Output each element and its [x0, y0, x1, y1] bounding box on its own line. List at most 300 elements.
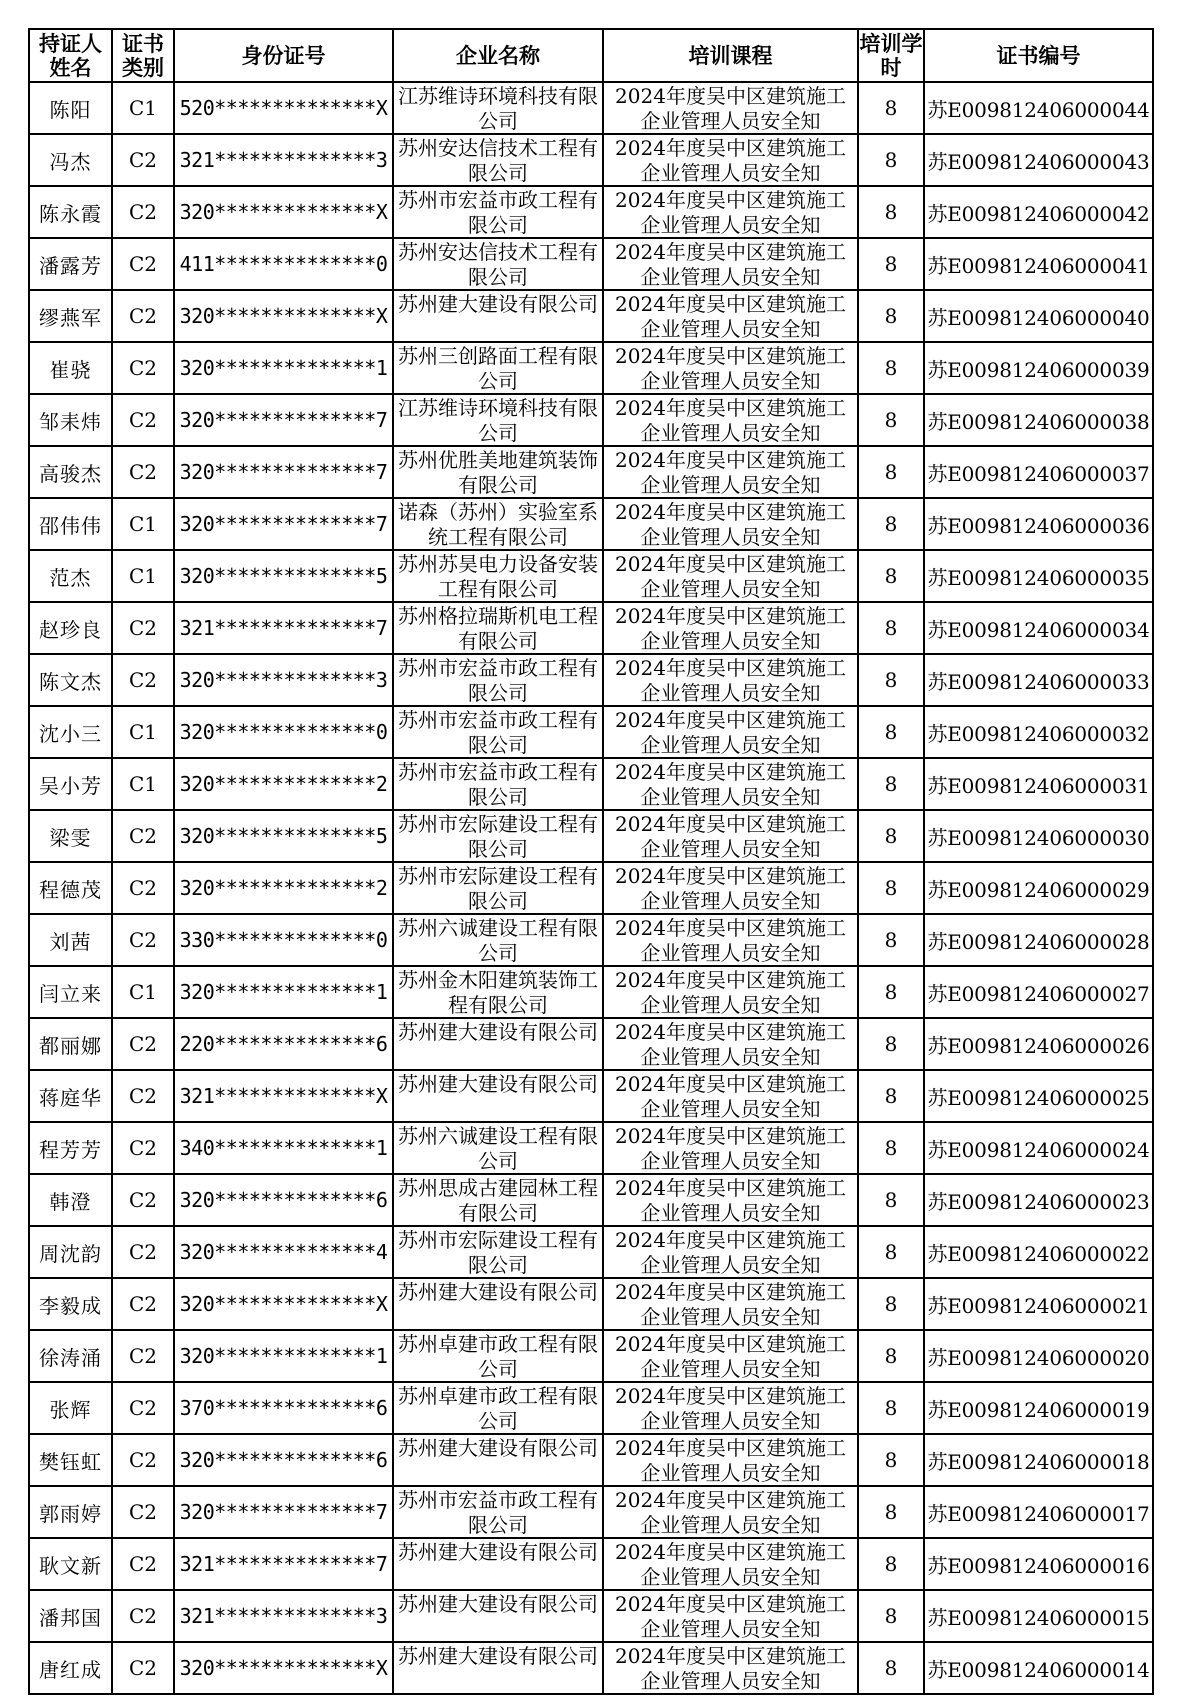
id-number-cell: 320**************7 — [174, 1486, 393, 1538]
table-row — [29, 134, 1153, 186]
company-cell-text: 苏州市宏益市政工程有限公司 — [398, 708, 598, 757]
course-cell-text: 2024年度吴中区建筑施工企业管理人员安全知 — [615, 864, 846, 913]
company-cell — [393, 1538, 603, 1590]
company-cell — [393, 914, 603, 966]
course-cell — [603, 1122, 858, 1174]
cert-type-cell: C2 — [112, 1538, 174, 1590]
holder-name-cell: 郭雨婷 — [29, 1486, 112, 1538]
course-cell — [603, 758, 858, 810]
cert-number-cell: 苏E009812406000014 — [924, 1642, 1153, 1694]
holder-name-cell: 潘露芳 — [29, 238, 112, 290]
holder-name-cell: 吴小芳 — [29, 758, 112, 810]
id-number-cell: 320**************1 — [174, 966, 393, 1018]
holder-name-cell: 崔骁 — [29, 342, 112, 394]
hours-cell: 8 — [858, 550, 924, 602]
course-cell-text: 2024年度吴中区建筑施工企业管理人员安全知 — [615, 1540, 846, 1589]
cert-number-cell: 苏E009812406000040 — [924, 290, 1153, 342]
company-cell-text: 苏州苏昊电力设备安装工程有限公司 — [398, 552, 598, 601]
course-cell-text: 2024年度吴中区建筑施工企业管理人员安全知 — [615, 1644, 846, 1693]
company-cell-text: 苏州市宏际建设工程有限公司 — [398, 812, 598, 861]
hours-cell: 8 — [858, 1486, 924, 1538]
id-number-cell: 321**************3 — [174, 134, 393, 186]
company-cell-text: 苏州市宏益市政工程有限公司 — [398, 1488, 598, 1537]
course-cell-text: 2024年度吴中区建筑施工企业管理人员安全知 — [615, 1176, 846, 1225]
cert-number-cell: 苏E009812406000031 — [924, 758, 1153, 810]
company-cell — [393, 862, 603, 914]
hours-cell: 8 — [858, 706, 924, 758]
holder-name-cell: 张辉 — [29, 1382, 112, 1434]
company-cell-text: 苏州三创路面工程有限公司 — [398, 344, 598, 393]
cert-type-cell: C2 — [112, 1018, 174, 1070]
holder-name-cell: 邵伟伟 — [29, 498, 112, 550]
course-cell — [603, 550, 858, 602]
course-cell-text: 2024年度吴中区建筑施工企业管理人员安全知 — [615, 708, 846, 757]
cert-type-cell: C2 — [112, 394, 174, 446]
table-row — [29, 602, 1153, 654]
course-cell — [603, 1174, 858, 1226]
cert-type-cell: C2 — [112, 186, 174, 238]
hours-cell: 8 — [858, 498, 924, 550]
id-number-cell: 520**************X — [174, 82, 393, 134]
id-number-cell: 320**************7 — [174, 446, 393, 498]
table-row — [29, 1122, 1153, 1174]
course-cell-text: 2024年度吴中区建筑施工企业管理人员安全知 — [615, 136, 846, 185]
holder-name-cell: 赵珍良 — [29, 602, 112, 654]
id-number-cell: 321**************X — [174, 1070, 393, 1122]
course-cell-text: 2024年度吴中区建筑施工企业管理人员安全知 — [615, 396, 846, 445]
holder-name-cell: 高骏杰 — [29, 446, 112, 498]
hours-cell: 8 — [858, 394, 924, 446]
id-number-cell: 330**************0 — [174, 914, 393, 966]
cert-number-cell: 苏E009812406000026 — [924, 1018, 1153, 1070]
header-company: 企业名称 — [393, 29, 603, 82]
holder-name-cell: 沈小三 — [29, 706, 112, 758]
cert-type-cell: C2 — [112, 1434, 174, 1486]
cert-type-cell: C2 — [112, 1330, 174, 1382]
company-cell — [393, 498, 603, 550]
holder-name-cell: 范杰 — [29, 550, 112, 602]
id-number-cell: 321**************7 — [174, 1538, 393, 1590]
id-number-cell: 320**************2 — [174, 758, 393, 810]
holder-name-cell: 程芳芳 — [29, 1122, 112, 1174]
cert-type-cell: C2 — [112, 1642, 174, 1694]
hours-cell: 8 — [858, 914, 924, 966]
id-number-cell: 320**************1 — [174, 342, 393, 394]
header-cert-number: 证书编号 — [924, 29, 1153, 82]
course-cell — [603, 1330, 858, 1382]
holder-name-cell: 冯杰 — [29, 134, 112, 186]
table-row — [29, 1330, 1153, 1382]
id-number-cell: 320**************2 — [174, 862, 393, 914]
course-cell — [603, 1070, 858, 1122]
table-row — [29, 1642, 1153, 1694]
cert-number-cell: 苏E009812406000019 — [924, 1382, 1153, 1434]
table-row — [29, 82, 1153, 134]
course-cell-text: 2024年度吴中区建筑施工企业管理人员安全知 — [615, 1124, 846, 1173]
cert-type-cell: C2 — [112, 290, 174, 342]
holder-name-cell: 陈阳 — [29, 82, 112, 134]
hours-cell: 8 — [858, 238, 924, 290]
cert-number-cell: 苏E009812406000023 — [924, 1174, 1153, 1226]
course-cell-text: 2024年度吴中区建筑施工企业管理人员安全知 — [615, 500, 846, 549]
table-row — [29, 862, 1153, 914]
header-hours: 培训学时 — [858, 29, 924, 82]
company-cell-text: 江苏维诗环境科技有限公司 — [398, 396, 598, 445]
holder-name-cell: 陈永霞 — [29, 186, 112, 238]
cert-type-cell: C2 — [112, 134, 174, 186]
table-row — [29, 758, 1153, 810]
company-cell — [393, 966, 603, 1018]
cert-type-cell: C2 — [112, 342, 174, 394]
company-cell-text: 苏州建大建设有限公司 — [398, 1072, 598, 1096]
table-row — [29, 186, 1153, 238]
table-body — [29, 82, 1153, 1694]
company-cell-text: 苏州安达信技术工程有限公司 — [398, 240, 598, 289]
table-row — [29, 238, 1153, 290]
company-cell — [393, 186, 603, 238]
id-number-cell: 320**************X — [174, 1642, 393, 1694]
holder-name-cell: 闫立来 — [29, 966, 112, 1018]
company-cell-text: 苏州思成古建园林工程有限公司 — [398, 1176, 598, 1225]
course-cell-text: 2024年度吴中区建筑施工企业管理人员安全知 — [615, 968, 846, 1017]
company-cell — [393, 342, 603, 394]
cert-type-cell: C1 — [112, 966, 174, 1018]
table-row — [29, 1174, 1153, 1226]
hours-cell: 8 — [858, 1330, 924, 1382]
company-cell-text: 苏州建大建设有限公司 — [398, 1644, 598, 1668]
cert-type-cell: C2 — [112, 1278, 174, 1330]
company-cell — [393, 1226, 603, 1278]
company-cell — [393, 706, 603, 758]
course-cell — [603, 290, 858, 342]
course-cell — [603, 602, 858, 654]
company-cell-text: 苏州市宏际建设工程有限公司 — [398, 864, 598, 913]
course-cell — [603, 1226, 858, 1278]
cert-number-cell: 苏E009812406000036 — [924, 498, 1153, 550]
company-cell-text: 苏州卓建市政工程有限公司 — [398, 1384, 598, 1433]
course-cell-text: 2024年度吴中区建筑施工企业管理人员安全知 — [615, 916, 846, 965]
course-cell-text: 2024年度吴中区建筑施工企业管理人员安全知 — [615, 448, 846, 497]
course-cell-text: 2024年度吴中区建筑施工企业管理人员安全知 — [615, 1384, 846, 1433]
course-cell-text: 2024年度吴中区建筑施工企业管理人员安全知 — [615, 84, 846, 133]
company-cell-text: 苏州六诚建设工程有限公司 — [398, 916, 598, 965]
company-cell-text: 苏州建大建设有限公司 — [398, 1540, 598, 1564]
table-row — [29, 1018, 1153, 1070]
course-cell — [603, 134, 858, 186]
course-cell — [603, 1642, 858, 1694]
cert-number-cell: 苏E009812406000038 — [924, 394, 1153, 446]
cert-type-cell: C2 — [112, 1382, 174, 1434]
id-number-cell: 220**************6 — [174, 1018, 393, 1070]
course-cell — [603, 654, 858, 706]
hours-cell: 8 — [858, 654, 924, 706]
course-cell-text: 2024年度吴中区建筑施工企业管理人员安全知 — [615, 1488, 846, 1537]
hours-cell: 8 — [858, 342, 924, 394]
header-cert-type: 证书类别 — [112, 29, 174, 82]
table-row — [29, 914, 1153, 966]
cert-number-cell: 苏E009812406000028 — [924, 914, 1153, 966]
company-cell — [393, 654, 603, 706]
holder-name-cell: 周沈韵 — [29, 1226, 112, 1278]
holder-name-cell: 蒋庭华 — [29, 1070, 112, 1122]
company-cell-text: 苏州建大建设有限公司 — [398, 292, 598, 316]
company-cell — [393, 1070, 603, 1122]
company-cell — [393, 238, 603, 290]
hours-cell: 8 — [858, 862, 924, 914]
company-cell-text: 苏州市宏益市政工程有限公司 — [398, 188, 598, 237]
cert-number-cell: 苏E009812406000017 — [924, 1486, 1153, 1538]
course-cell-text: 2024年度吴中区建筑施工企业管理人员安全知 — [615, 1020, 846, 1069]
holder-name-cell: 都丽娜 — [29, 1018, 112, 1070]
company-cell-text: 苏州建大建设有限公司 — [398, 1020, 598, 1044]
id-number-cell: 411**************0 — [174, 238, 393, 290]
hours-cell: 8 — [858, 1122, 924, 1174]
holder-name-cell: 李毅成 — [29, 1278, 112, 1330]
holder-name-cell: 邹耒炜 — [29, 394, 112, 446]
course-cell-text: 2024年度吴中区建筑施工企业管理人员安全知 — [615, 760, 846, 809]
course-cell — [603, 82, 858, 134]
holder-name-cell: 潘邦国 — [29, 1590, 112, 1642]
cert-type-cell: C2 — [112, 1590, 174, 1642]
table-row — [29, 1486, 1153, 1538]
cert-number-cell: 苏E009812406000042 — [924, 186, 1153, 238]
course-cell — [603, 966, 858, 1018]
course-cell — [603, 1486, 858, 1538]
header-holder-name: 持证人姓名 — [29, 29, 112, 82]
cert-type-cell: C2 — [112, 1070, 174, 1122]
cert-number-cell: 苏E009812406000029 — [924, 862, 1153, 914]
hours-cell: 8 — [858, 1382, 924, 1434]
company-cell-text: 苏州优胜美地建筑装饰有限公司 — [398, 448, 598, 497]
table-row — [29, 1226, 1153, 1278]
cert-number-cell: 苏E009812406000037 — [924, 446, 1153, 498]
company-cell-text: 苏州建大建设有限公司 — [398, 1436, 598, 1460]
cert-type-cell: C1 — [112, 758, 174, 810]
cert-type-cell: C2 — [112, 810, 174, 862]
company-cell-text: 苏州六诚建设工程有限公司 — [398, 1124, 598, 1173]
cert-number-cell: 苏E009812406000015 — [924, 1590, 1153, 1642]
company-cell — [393, 394, 603, 446]
course-cell — [603, 446, 858, 498]
cert-number-cell: 苏E009812406000030 — [924, 810, 1153, 862]
hours-cell: 8 — [858, 966, 924, 1018]
company-cell — [393, 602, 603, 654]
hours-cell: 8 — [858, 186, 924, 238]
id-number-cell: 320**************7 — [174, 394, 393, 446]
company-cell-text: 苏州市宏际建设工程有限公司 — [398, 1228, 598, 1277]
header-id-number: 身份证号 — [174, 29, 393, 82]
table-row — [29, 290, 1153, 342]
id-number-cell: 320**************X — [174, 1278, 393, 1330]
course-cell — [603, 1278, 858, 1330]
course-cell-text: 2024年度吴中区建筑施工企业管理人员安全知 — [615, 812, 846, 861]
holder-name-cell: 耿文新 — [29, 1538, 112, 1590]
company-cell — [393, 134, 603, 186]
course-cell — [603, 706, 858, 758]
course-cell-text: 2024年度吴中区建筑施工企业管理人员安全知 — [615, 292, 846, 341]
course-cell — [603, 342, 858, 394]
company-cell — [393, 1330, 603, 1382]
table-row — [29, 498, 1153, 550]
course-cell-text: 2024年度吴中区建筑施工企业管理人员安全知 — [615, 1228, 846, 1277]
cert-number-cell: 苏E009812406000024 — [924, 1122, 1153, 1174]
course-cell-text: 2024年度吴中区建筑施工企业管理人员安全知 — [615, 1592, 846, 1641]
course-cell — [603, 862, 858, 914]
id-number-cell: 320**************7 — [174, 498, 393, 550]
company-cell — [393, 1434, 603, 1486]
cert-number-cell: 苏E009812406000033 — [924, 654, 1153, 706]
table-row — [29, 1434, 1153, 1486]
id-number-cell: 321**************3 — [174, 1590, 393, 1642]
company-cell — [393, 1174, 603, 1226]
cert-type-cell: C1 — [112, 498, 174, 550]
cert-number-cell: 苏E009812406000018 — [924, 1434, 1153, 1486]
table-row — [29, 1070, 1153, 1122]
hours-cell: 8 — [858, 134, 924, 186]
holder-name-cell: 梁雯 — [29, 810, 112, 862]
course-cell — [603, 1590, 858, 1642]
course-cell — [603, 810, 858, 862]
table-row — [29, 342, 1153, 394]
cert-number-cell: 苏E009812406000034 — [924, 602, 1153, 654]
cert-type-cell: C2 — [112, 602, 174, 654]
cert-number-cell: 苏E009812406000027 — [924, 966, 1153, 1018]
id-number-cell: 320**************0 — [174, 706, 393, 758]
table-row — [29, 1590, 1153, 1642]
company-cell — [393, 810, 603, 862]
company-cell-text: 苏州建大建设有限公司 — [398, 1592, 598, 1616]
course-cell-text: 2024年度吴中区建筑施工企业管理人员安全知 — [615, 188, 846, 237]
cert-type-cell: C2 — [112, 446, 174, 498]
cert-number-cell: 苏E009812406000020 — [924, 1330, 1153, 1382]
table-row — [29, 706, 1153, 758]
hours-cell: 8 — [858, 290, 924, 342]
course-cell — [603, 1434, 858, 1486]
cert-type-cell: C2 — [112, 914, 174, 966]
id-number-cell: 320**************X — [174, 186, 393, 238]
course-cell — [603, 1018, 858, 1070]
course-cell-text: 2024年度吴中区建筑施工企业管理人员安全知 — [615, 552, 846, 601]
company-cell — [393, 1018, 603, 1070]
cert-type-cell: C1 — [112, 550, 174, 602]
cert-type-cell: C2 — [112, 654, 174, 706]
id-number-cell: 320**************4 — [174, 1226, 393, 1278]
company-cell — [393, 290, 603, 342]
id-number-cell: 370**************6 — [174, 1382, 393, 1434]
id-number-cell: 320**************3 — [174, 654, 393, 706]
id-number-cell: 320**************5 — [174, 550, 393, 602]
table-row — [29, 394, 1153, 446]
company-cell-text: 苏州安达信技术工程有限公司 — [398, 136, 598, 185]
table-row — [29, 810, 1153, 862]
hours-cell: 8 — [858, 1018, 924, 1070]
holder-name-cell: 樊钰虹 — [29, 1434, 112, 1486]
course-cell — [603, 498, 858, 550]
company-cell — [393, 1278, 603, 1330]
hours-cell: 8 — [858, 1278, 924, 1330]
holder-name-cell: 韩澄 — [29, 1174, 112, 1226]
cert-type-cell: C2 — [112, 1226, 174, 1278]
company-cell-text: 苏州金木阳建筑装饰工程有限公司 — [398, 968, 598, 1017]
holder-name-cell: 程德茂 — [29, 862, 112, 914]
company-cell — [393, 1590, 603, 1642]
hours-cell: 8 — [858, 1434, 924, 1486]
cert-number-cell: 苏E009812406000032 — [924, 706, 1153, 758]
course-cell-text: 2024年度吴中区建筑施工企业管理人员安全知 — [615, 604, 846, 653]
cert-number-cell: 苏E009812406000043 — [924, 134, 1153, 186]
holder-name-cell: 陈文杰 — [29, 654, 112, 706]
company-cell-text: 江苏维诗环境科技有限公司 — [398, 84, 598, 133]
company-cell-text: 苏州格拉瑞斯机电工程有限公司 — [398, 604, 598, 653]
cert-type-cell: C2 — [112, 1174, 174, 1226]
course-cell-text: 2024年度吴中区建筑施工企业管理人员安全知 — [615, 240, 846, 289]
id-number-cell: 320**************5 — [174, 810, 393, 862]
company-cell-text: 苏州卓建市政工程有限公司 — [398, 1332, 598, 1381]
company-cell — [393, 1122, 603, 1174]
company-cell — [393, 550, 603, 602]
cert-number-cell: 苏E009812406000016 — [924, 1538, 1153, 1590]
course-cell — [603, 914, 858, 966]
cert-type-cell: C2 — [112, 238, 174, 290]
table-row — [29, 1278, 1153, 1330]
id-number-cell: 340**************1 — [174, 1122, 393, 1174]
hours-cell: 8 — [858, 1538, 924, 1590]
cert-type-cell: C2 — [112, 1486, 174, 1538]
company-cell-text: 苏州市宏益市政工程有限公司 — [398, 656, 598, 705]
cert-type-cell: C1 — [112, 82, 174, 134]
cert-number-cell: 苏E009812406000044 — [924, 82, 1153, 134]
company-cell-text: 苏州建大建设有限公司 — [398, 1280, 598, 1304]
hours-cell: 8 — [858, 810, 924, 862]
certificate-roster-table — [28, 28, 1154, 1695]
company-cell — [393, 446, 603, 498]
holder-name-cell: 刘茜 — [29, 914, 112, 966]
hours-cell: 8 — [858, 1174, 924, 1226]
cert-number-cell: 苏E009812406000021 — [924, 1278, 1153, 1330]
table-row — [29, 654, 1153, 706]
hours-cell: 8 — [858, 82, 924, 134]
hours-cell: 8 — [858, 1642, 924, 1694]
course-cell — [603, 1382, 858, 1434]
cert-number-cell: 苏E009812406000022 — [924, 1226, 1153, 1278]
holder-name-cell: 缪燕军 — [29, 290, 112, 342]
cert-type-cell: C2 — [112, 1122, 174, 1174]
course-cell — [603, 394, 858, 446]
cert-type-cell: C2 — [112, 862, 174, 914]
cert-number-cell: 苏E009812406000041 — [924, 238, 1153, 290]
table-row — [29, 1538, 1153, 1590]
company-cell — [393, 82, 603, 134]
course-cell-text: 2024年度吴中区建筑施工企业管理人员安全知 — [615, 344, 846, 393]
id-number-cell: 320**************6 — [174, 1174, 393, 1226]
holder-name-cell: 唐红成 — [29, 1642, 112, 1694]
holder-name-cell: 徐涛涌 — [29, 1330, 112, 1382]
cert-type-cell: C1 — [112, 706, 174, 758]
header-row — [29, 29, 1153, 82]
header-course: 培训课程 — [603, 29, 858, 82]
cert-number-cell: 苏E009812406000039 — [924, 342, 1153, 394]
table-header — [29, 29, 1153, 82]
company-cell — [393, 1642, 603, 1694]
course-cell-text: 2024年度吴中区建筑施工企业管理人员安全知 — [615, 1280, 846, 1329]
company-cell — [393, 1382, 603, 1434]
id-number-cell: 320**************1 — [174, 1330, 393, 1382]
company-cell — [393, 1486, 603, 1538]
hours-cell: 8 — [858, 1226, 924, 1278]
course-cell — [603, 238, 858, 290]
table-row — [29, 966, 1153, 1018]
table-row — [29, 550, 1153, 602]
